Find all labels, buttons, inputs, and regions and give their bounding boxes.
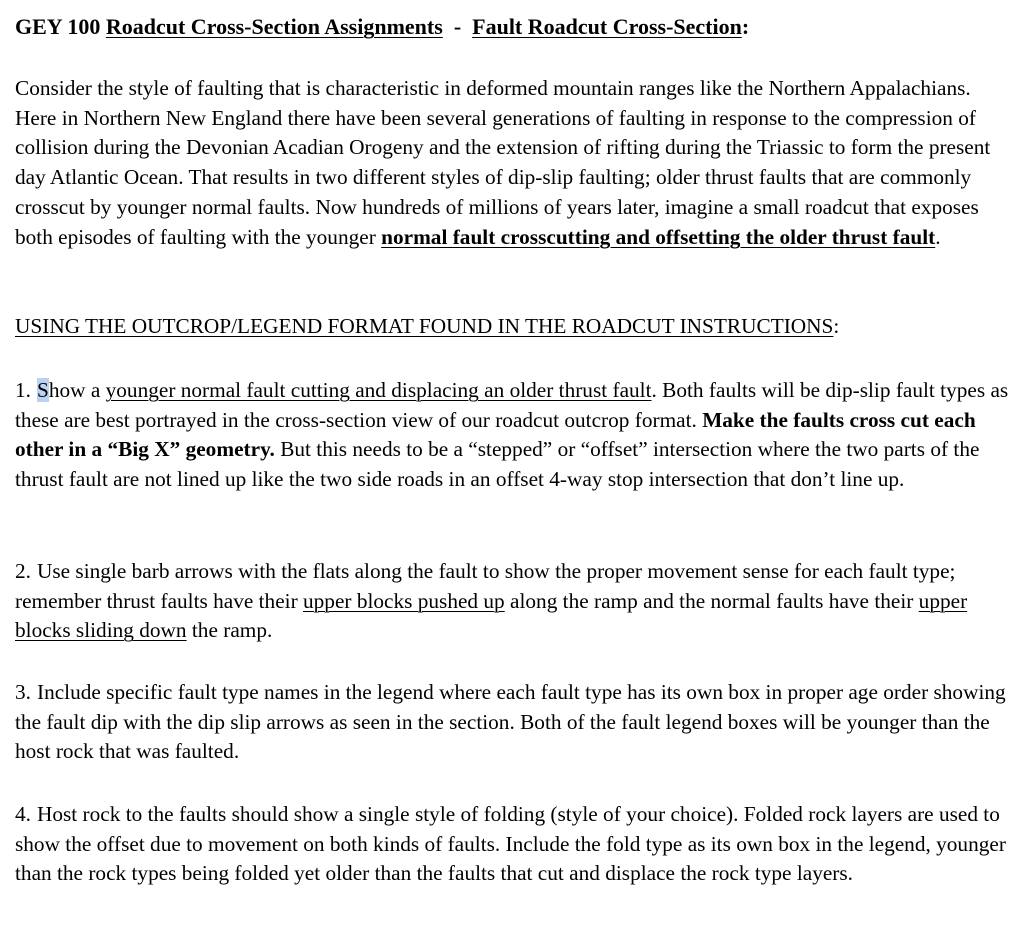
item-number: 3. [15, 680, 31, 704]
list-item-1 [15, 376, 1010, 495]
list-item-4 [15, 800, 1010, 889]
format-heading-colon: : [833, 314, 840, 338]
item-1-underlined: younger normal fault cutting and displacing an older thrust fault [105, 378, 652, 402]
item-4-text: Host rock to the faults should show a single style of folding (style of your choice). Folded rock layers are used to show the offset due to movement on both kinds of faults. Include the fold type as its own box in the legend, younger than the rock types being folded yet older than the faults that cut and displace the rock type layers. [15, 802, 1006, 886]
item-1-lead: how a [48, 378, 106, 402]
intro-paragraph [15, 74, 1010, 252]
item-1-bold: Make the faults cross cut each other in a “Big X” geometry. [15, 407, 976, 462]
course-code: GEY 100 [15, 14, 101, 39]
item-1-mid: . Both faults will be dip-slip fault types as these are best portrayed in the cross-section view of our roadcut outcrop format. [15, 378, 1009, 432]
item-2-lead: Use single barb arrows with the flats along the fault to show the proper movement sense for each fault type; remember thrust faults have their [15, 559, 956, 613]
document-title [15, 13, 749, 41]
item-2-underlined-2: upper blocks sliding down [15, 588, 968, 643]
item-2-tail: the ramp. [186, 618, 273, 643]
intro-end: . [935, 224, 941, 249]
intro-text: Consider the style of faulting that is characteristic in deformed mountain ranges like the Northern Appalachians. Here in Northern New England there have been several generations of faulting in response to the compression of collision during the Devonian Acadian Orogeny and the extension of rifting during the Triassic to form the present day Atlantic Ocean. That results in two different styles of dip-slip faulting; older thrust faults that are commonly crosscut by younger normal faults. Now hundreds of millions of years later, imagine a small roadcut that exposes both episodes of faulting with the younger [15, 76, 991, 249]
section-heading: Fault Roadcut Cross-Section [472, 14, 742, 39]
assignments-heading: Roadcut Cross-Section Assignments [105, 14, 443, 39]
title-dash: - [453, 14, 462, 39]
intro-emphasis: normal fault crosscutting and offsetting the older thrust fault [381, 224, 936, 249]
item-number: 2. [15, 559, 31, 583]
item-2-underlined-1: upper blocks pushed up [303, 588, 505, 613]
item-number: 1. [15, 378, 31, 402]
item-3-text: Include specific fault type names in the legend where each fault type has its own box in proper age order showing the fault dip with the dip slip arrows as seen in the section. Both of the fault legend boxes will be younger than the host rock that was faulted. [15, 680, 1006, 764]
format-heading-text: USING THE OUTCROP/LEGEND FORMAT FOUND IN THE ROADCUT INSTRUCTIONS [15, 314, 834, 338]
item-2-mid: along the ramp and the normal faults have their [504, 588, 919, 613]
format-heading [15, 312, 1010, 342]
text-cursor-selection: S [36, 378, 49, 402]
list-item-2 [15, 557, 1010, 646]
item-number: 4. [15, 802, 31, 826]
item-1-tail: But this needs to be a “stepped” or “offset” intersection where the two parts of the thrust fault are not lined up like the two side roads in an offset 4-way stop intersection that don’t line up. [15, 437, 980, 492]
title-colon: : [741, 14, 750, 39]
list-item-3 [15, 678, 1010, 767]
